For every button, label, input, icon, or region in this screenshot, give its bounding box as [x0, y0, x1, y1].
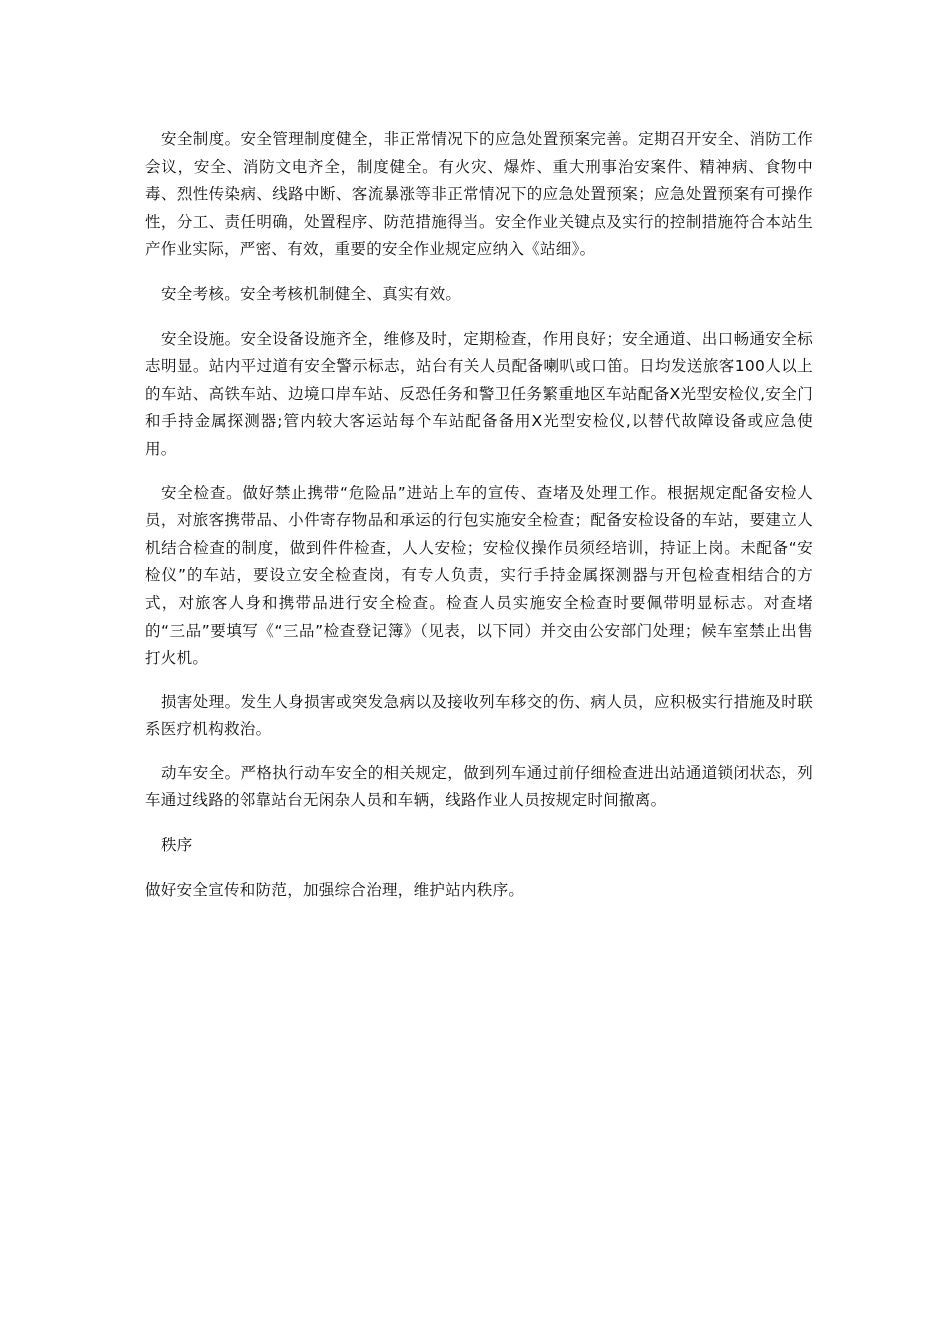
paragraph-safety-assessment: 安全考核。安全考核机制健全、真实有效。	[161, 284, 462, 303]
paragraph-safety-inspection: 安全检查。做好禁止携带“危险品”进站上车的宣传、查堵及处理工作。根据规定配备安检人员，对旅客携带品、小件寄存物品和承运的行包实施安全检查；配备安检设备的车站，要建立人机结合检查的制度，做到件件检查，人人安检；安检仪操作员须经培训，持证上岗。未配备“安检仪”的车站，要设立安全检查岗，有专人负责，实行手持金属探测器与开包检查相结合的方式，对旅客人身和携带品进行安全检查。检查人员实施安全检查时要佩带明显标志。对查堵的“三品”要填写《“三品”检查登记簿》（见表，以下同）并交由公安部门处理；候车室禁止出售打火机。	[145, 483, 813, 668]
paragraph-emu-safety: 动车安全。严格执行动车安全的相关规定，做到列车通过前仔细检查进出站通道锁闭状态，列车通过线路的邻靠站台无闲杂人员和车辆，线路作业人员按规定时间撤离。	[145, 763, 813, 810]
paragraph-order: 做好安全宣传和防范，加强综合治理，维护站内秩序。	[145, 880, 525, 899]
document-body	[145, 126, 813, 904]
paragraph-safety-facilities: 安全设施。安全设备设施齐全，维修及时，定期检查，作用良好；安全通道、出口畅通安全标志明显。站内平过道有安全警示标志，站台有关人员配备喇叭或口笛。日均发送旅客100人以上的车站、高铁车站、边境口岸车站、反恐任务和警卫任务繁重地区车站配备X光型安检仪,安全门和手持金属探测器;管内较大客运站每个车站配备备用X光型安检仪,以替代故障设备或应急使用。	[145, 329, 813, 458]
paragraph-damage-handling: 损害处理。发生人身损害或突发急病以及接收列车移交的伤、病人员，应积极实行措施及时联系医疗机构救治。	[145, 692, 813, 739]
paragraph-safety-system: 安全制度。安全管理制度健全，非正常情况下的应急处置预案完善。定期召开安全、消防工作会议，安全、消防文电齐全，制度健全。有火灾、爆炸、重大刑事治安案件、精神病、食物中毒、烈性传染病、线路中断、客流暴涨等非正常情况下的应急处置预案；应急处置预案有可操作性，分工、责任明确，处置程序、防范措施得当。安全作业关键点及实行的控制措施符合本站生产作业实际，严密、有效，重要的安全作业规定应纳入《站细》。	[145, 130, 813, 259]
section-heading-order: 秩序	[161, 836, 193, 855]
